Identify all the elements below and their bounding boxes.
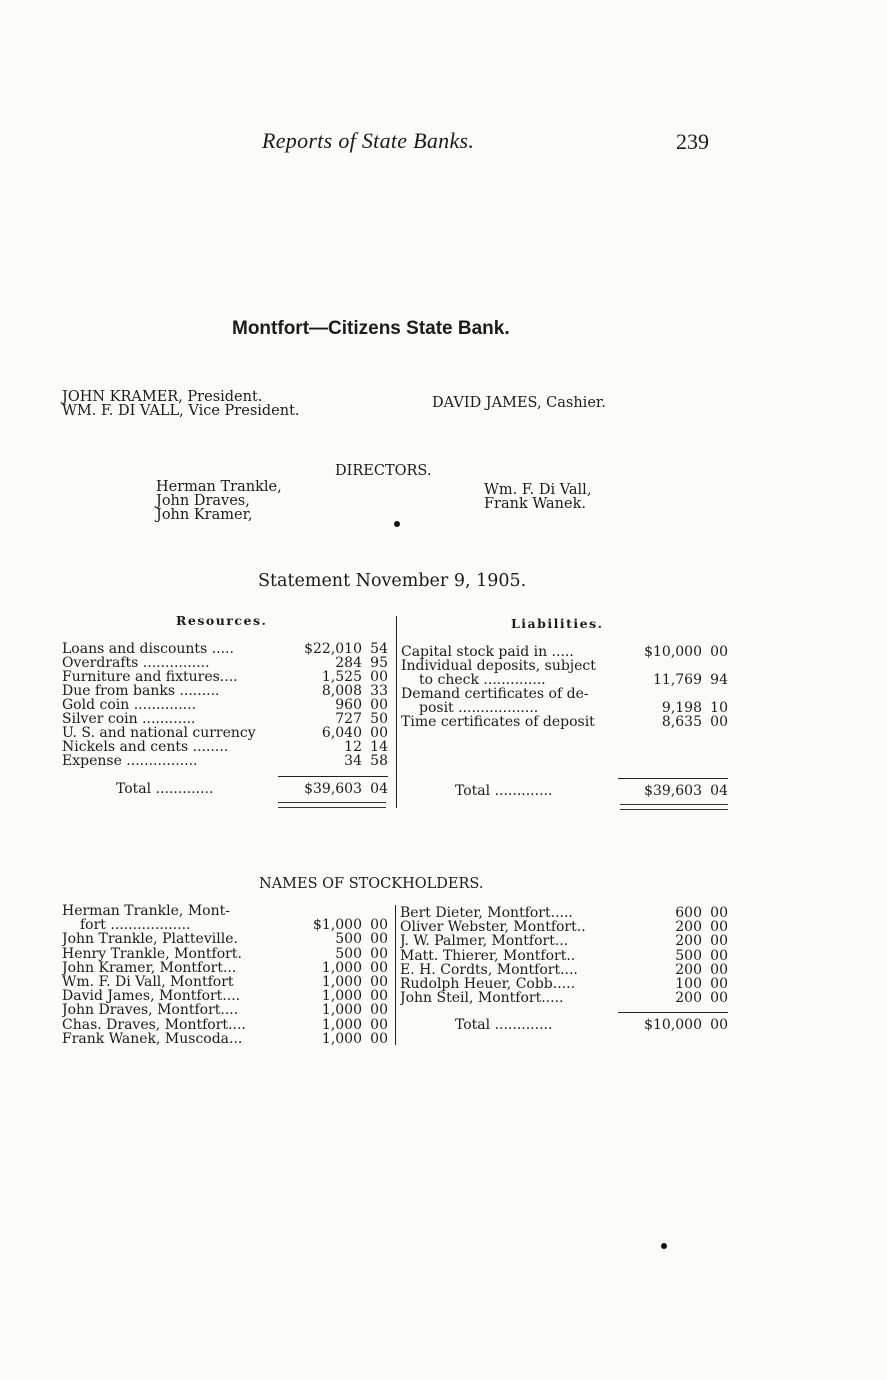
liabilities-table xyxy=(401,645,728,729)
liability-row-label: Capital stock paid in ..... xyxy=(401,645,574,659)
resource-row-dollars: $22,010 xyxy=(304,641,362,657)
stockholder-row-dollars: 1,000 xyxy=(321,974,362,991)
liability-row-cents: 00 xyxy=(710,714,728,730)
resource-row-dollars: 284 xyxy=(335,655,362,671)
stockholder-row-label: Rudolph Heuer, Cobb..... xyxy=(400,977,576,992)
stockholder-row-label: David James, Montfort.... xyxy=(62,989,241,1004)
stockholder-row xyxy=(400,991,728,1005)
stockholder-row-label: E. H. Cordts, Montfort.... xyxy=(400,962,578,978)
stockholder-row-label: Chas. Draves, Montfort.... xyxy=(62,1017,246,1032)
stockholders-rule xyxy=(618,1012,728,1013)
resources-table xyxy=(62,642,388,768)
stockholder-row xyxy=(62,975,388,989)
stockholder-row-cents: 00 xyxy=(370,988,388,1005)
director-name: John Kramer, xyxy=(156,507,253,523)
liability-row-dollars xyxy=(620,687,702,701)
resource-row-cents: 00 xyxy=(370,697,388,713)
liability-row-label: Demand certificates of de- xyxy=(401,687,589,701)
resource-row-dollars: 12 xyxy=(344,739,362,755)
stockholder-row xyxy=(62,1018,388,1032)
stockholder-row-label: Wm. F. Di Vall, Montfort xyxy=(62,975,234,990)
stockholder-row-cents: 00 xyxy=(370,917,388,934)
stockholder-row-label: Herman Trankle, Mont- xyxy=(62,904,230,919)
stockholder-row-dollars: 500 xyxy=(675,947,702,964)
stockholder-row-cents: 00 xyxy=(710,919,728,936)
stockholder-row-label: J. W. Palmer, Montfort... xyxy=(400,934,569,949)
stockholder-row-label: John Trankle, Platteville. xyxy=(62,932,238,947)
resource-row-cents: 54 xyxy=(370,641,388,657)
stockholder-row-cents: 00 xyxy=(710,947,728,964)
stockholder-row-cents: 00 xyxy=(370,1002,388,1019)
liability-row-dollars: $10,000 xyxy=(644,644,702,660)
bank-name: Montfort—Citizens State Bank. xyxy=(232,318,510,339)
stockholder-row-label: John Steil, Montfort..... xyxy=(400,991,564,1006)
resources-total-row xyxy=(116,782,388,796)
resource-row-label: Overdrafts ............... xyxy=(62,656,210,670)
stockholder-row-dollars: 600 xyxy=(675,905,702,921)
stockholders-total-dollars: $10,000 xyxy=(644,1017,702,1033)
liability-row-cents: 94 xyxy=(710,672,728,688)
stockholder-row-dollars: $1,000 xyxy=(313,917,362,934)
liability-row xyxy=(401,715,728,729)
resource-row-label: Due from banks ......... xyxy=(62,684,220,698)
stockholder-row-cents: 00 xyxy=(370,1030,388,1047)
stockholder-row-cents xyxy=(362,904,388,918)
liability-row xyxy=(401,687,728,701)
resource-row-cents: 14 xyxy=(370,739,388,755)
ink-dot xyxy=(394,521,400,527)
resource-row xyxy=(62,712,388,726)
resource-row xyxy=(62,670,388,684)
stockholder-row xyxy=(62,961,388,975)
liabilities-heading: Liabilities. xyxy=(511,616,604,631)
stockholder-row-label: Oliver Webster, Montfort.. xyxy=(400,920,586,935)
resource-row xyxy=(62,642,388,656)
liability-row xyxy=(401,659,728,673)
stockholder-row xyxy=(400,963,728,977)
liabilities-total-dollars: $39,603 xyxy=(644,783,702,799)
stockholder-row-dollars xyxy=(280,904,362,918)
resource-row-cents: 00 xyxy=(370,725,388,741)
stockholder-row-dollars: 500 xyxy=(335,945,362,962)
stockholder-row-label: John Draves, Montfort.... xyxy=(62,1003,239,1018)
liability-row-label: to check .............. xyxy=(419,673,546,687)
resource-row-label: U. S. and national currency xyxy=(62,726,256,740)
stockholder-row-cents: 00 xyxy=(710,933,728,950)
stockholder-row-dollars: 200 xyxy=(675,961,702,978)
page-number: 239 xyxy=(676,129,709,154)
stockholder-row-dollars: 1,000 xyxy=(321,988,362,1005)
stockholder-row xyxy=(400,949,728,963)
stockholders-right-list xyxy=(400,906,728,1005)
stockholder-row xyxy=(62,989,388,1003)
statement-title: Statement November 9, 1905. xyxy=(258,571,527,591)
resource-row-dollars: 960 xyxy=(335,697,362,713)
stockholder-row-cents: 00 xyxy=(370,974,388,991)
liability-row xyxy=(401,645,728,659)
stockholder-row-dollars: 1,000 xyxy=(321,1002,362,1019)
stockholder-row-dollars: 200 xyxy=(675,933,702,950)
stockholder-row-dollars: 1,000 xyxy=(321,959,362,976)
officer-cashier: DAVID JAMES, Cashier. xyxy=(432,395,606,411)
resources-total-dollars: $39,603 xyxy=(304,781,362,797)
liability-row-label: posit .................. xyxy=(419,701,539,715)
ink-dot xyxy=(661,1243,667,1249)
stockholder-row xyxy=(62,904,388,918)
resource-row-label: Gold coin .............. xyxy=(62,698,197,712)
resource-row xyxy=(62,656,388,670)
liability-row-dollars: 9,198 xyxy=(661,700,702,716)
stockholder-row-dollars: 100 xyxy=(675,976,702,993)
resource-row-label: Loans and discounts ..... xyxy=(62,642,234,656)
resource-row xyxy=(62,684,388,698)
resource-row-dollars: 727 xyxy=(335,711,362,727)
stockholder-row-dollars: 1,000 xyxy=(321,1030,362,1047)
stockholders-column-divider xyxy=(395,905,396,1045)
stockholders-heading: NAMES OF STOCKHOLDERS. xyxy=(259,876,484,892)
resource-row-cents: 00 xyxy=(370,669,388,685)
stockholders-total-cents: 00 xyxy=(710,1017,728,1033)
stockholder-row-label: Henry Trankle, Montfort. xyxy=(62,946,242,961)
stockholder-row-cents: 00 xyxy=(710,976,728,993)
stockholder-row-cents: 00 xyxy=(370,945,388,962)
stockholder-row xyxy=(400,920,728,934)
resource-row-dollars: 8,008 xyxy=(321,683,362,699)
resource-row-dollars: 34 xyxy=(344,753,362,769)
stockholders-left-list xyxy=(62,904,388,1046)
resources-total-cents: 04 xyxy=(370,781,388,797)
stockholder-row-label: Matt. Thierer, Montfort.. xyxy=(400,948,576,963)
liability-row xyxy=(401,701,728,715)
resources-total-label: Total ............. xyxy=(116,782,214,796)
liability-row-dollars: 11,769 xyxy=(653,672,702,688)
resources-rule xyxy=(278,776,388,777)
liability-row-dollars xyxy=(620,659,702,673)
resources-double-rule xyxy=(278,802,386,808)
stockholder-row-dollars: 200 xyxy=(675,990,702,1007)
stockholder-row-label: fort .................. xyxy=(80,918,191,933)
director-name: Herman Trankle, xyxy=(156,479,282,495)
liabilities-total-row xyxy=(455,784,728,798)
stockholder-row-dollars: 1,000 xyxy=(321,1016,362,1033)
stockholder-row-cents: 00 xyxy=(710,961,728,978)
stockholder-row-label: Bert Dieter, Montfort..... xyxy=(400,906,573,921)
resource-row xyxy=(62,754,388,768)
stockholder-row xyxy=(400,977,728,991)
resource-row-label: Nickels and cents ........ xyxy=(62,740,229,754)
resource-row-cents: 58 xyxy=(370,753,388,769)
officer-president: JOHN KRAMER, President. xyxy=(62,389,263,405)
statement-column-divider xyxy=(396,616,397,808)
resource-row xyxy=(62,740,388,754)
stockholders-total-label: Total ............. xyxy=(455,1018,553,1032)
directors-heading: DIRECTORS. xyxy=(335,463,432,479)
resource-row-dollars: 1,525 xyxy=(321,669,362,685)
stockholder-row-cents: 00 xyxy=(370,959,388,976)
stockholder-row xyxy=(400,906,728,920)
stockholder-row xyxy=(62,947,388,961)
liability-row-label: Time certificates of deposit xyxy=(401,715,595,729)
officer-vice-president: WM. F. DI VALL, Vice President. xyxy=(62,403,300,419)
resource-row-label: Silver coin ............ xyxy=(62,712,196,726)
resource-row xyxy=(62,698,388,712)
liabilities-total-label: Total ............. xyxy=(455,784,553,798)
stockholder-row-label: John Kramer, Montfort... xyxy=(62,960,237,976)
resource-row-cents: 95 xyxy=(370,655,388,671)
resources-heading: Resources. xyxy=(176,613,268,628)
liabilities-double-rule xyxy=(620,804,728,810)
stockholder-row xyxy=(400,934,728,948)
liability-row-cents xyxy=(702,687,728,701)
stockholder-row-cents: 00 xyxy=(710,905,728,921)
stockholder-row xyxy=(62,932,388,946)
liability-row-dollars: 8,635 xyxy=(661,714,702,730)
resource-row-cents: 33 xyxy=(370,683,388,699)
liability-row-cents: 00 xyxy=(710,644,728,660)
stockholder-row-dollars: 200 xyxy=(675,919,702,936)
stockholder-row xyxy=(62,1003,388,1017)
stockholder-row xyxy=(62,1032,388,1046)
stockholder-row-cents: 00 xyxy=(370,931,388,948)
stockholder-row xyxy=(62,918,388,932)
liabilities-rule xyxy=(618,778,728,779)
liabilities-total-cents: 04 xyxy=(710,783,728,799)
liability-row-cents xyxy=(702,659,728,673)
resource-row-label: Expense ................ xyxy=(62,754,198,768)
stockholder-row-cents: 00 xyxy=(710,990,728,1007)
director-name: John Draves, xyxy=(156,493,250,509)
liability-row xyxy=(401,673,728,687)
resource-row-dollars: 6,040 xyxy=(321,725,362,741)
stockholders-total-row xyxy=(455,1018,728,1032)
resource-row-cents: 50 xyxy=(370,711,388,727)
stockholder-row-cents: 00 xyxy=(370,1016,388,1033)
running-header-title: Reports of State Banks. xyxy=(262,128,475,153)
liability-row-cents: 10 xyxy=(710,700,728,716)
stockholder-row-dollars: 500 xyxy=(335,931,362,948)
director-name: Frank Wanek. xyxy=(484,496,586,512)
resource-row xyxy=(62,726,388,740)
liability-row-label: Individual deposits, subject xyxy=(401,659,596,673)
resource-row-label: Furniture and fixtures.... xyxy=(62,670,238,684)
stockholder-row-label: Frank Wanek, Muscoda... xyxy=(62,1031,243,1047)
director-name: Wm. F. Di Vall, xyxy=(484,482,592,498)
